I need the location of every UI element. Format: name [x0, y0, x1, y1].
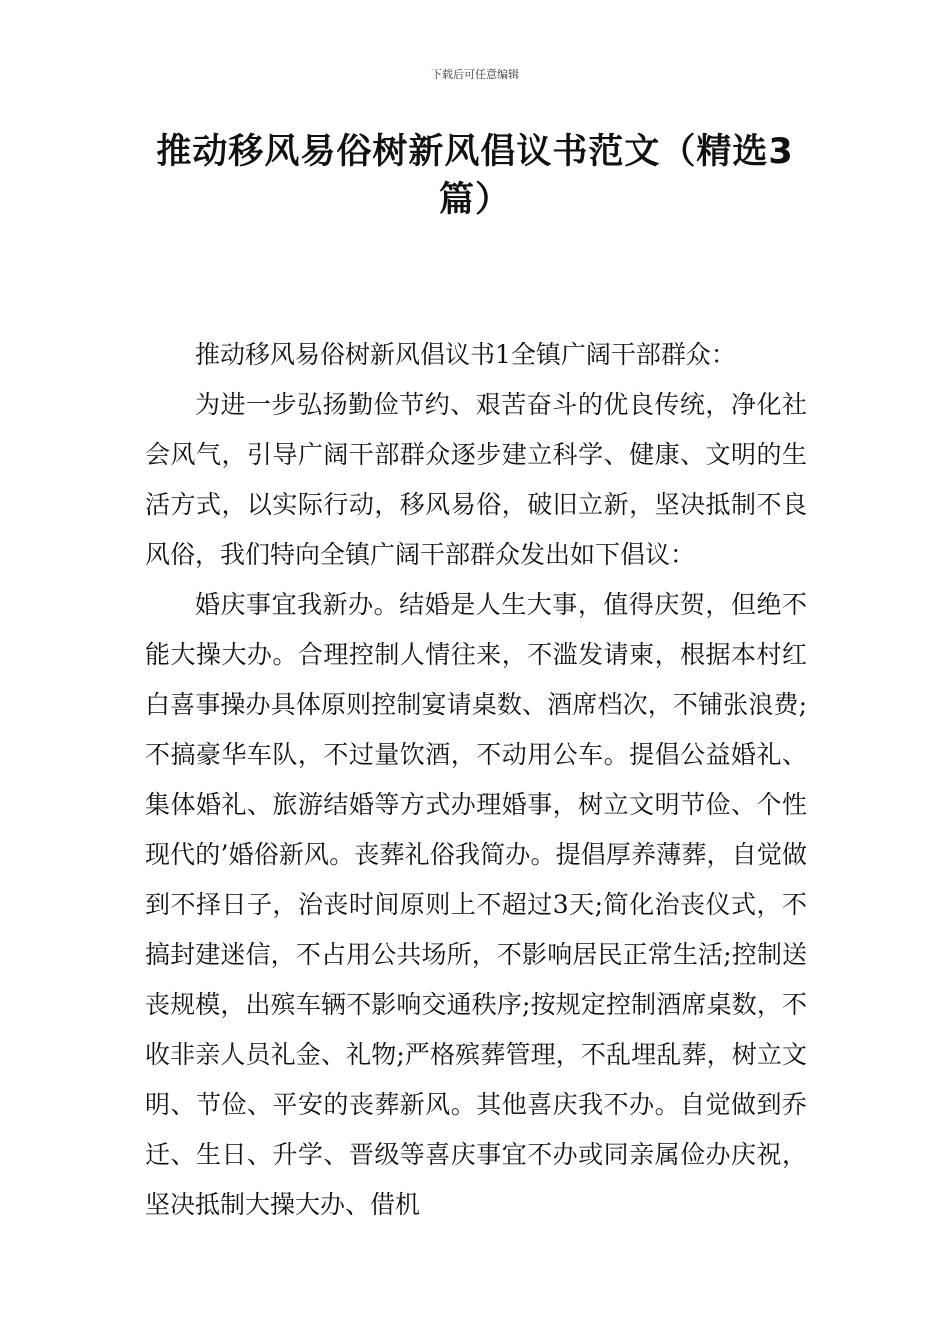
paragraph-proposals: 婚庆事宜我新办。结婚是人生大事，值得庆贺，但绝不能大操大办。合理控制人情往来，不滥发请柬，根据本村红白喜事操办具体原则控制宴请桌数、酒席档次，不铺张浪费;不搞豪华车队，不过量饮酒，不动用公车。提倡公益婚礼、集体婚礼、旅游结婚等方式办理婚事，树立文明节俭、个性现代的’婚俗新风。丧葬礼俗我简办。提倡厚养薄葬，自觉做到不择日子，治丧时间原则上不超过3天;简化治丧仪式，不搞封建迷信，不占用公共场所，不影响居民正常生活;控制送丧规模，出殡车辆不影响交通秩序;按规定控制酒席桌数，不收非亲人员礼金、礼物;严格殡葬管理，不乱埋乱葬，树立文明、节俭、平安的丧葬新风。其他喜庆我不办。自觉做到乔迁、生日、升学、晋级等喜庆事宜不办或同亲属俭办庆祝，坚决抵制大操大办、借机 [145, 590, 807, 1219]
paragraph-salutation: 推动移风易俗树新风倡议书1全镇广阔干部群众： [195, 340, 736, 369]
document-body [145, 330, 807, 1230]
header-note: 下载后可任意编辑 [431, 68, 519, 81]
document-title: 推动移风易俗树新风倡议书范文（精选3篇） [156, 132, 794, 220]
paragraph-intro: 为进一步弘扬勤俭节约、艰苦奋斗的优良传统，净化社会风气，引导广阔干部群众逐步建立科学、健康、文明的生活方式，以实际行动，移风易俗，破旧立新，坚决抵制不良风俗，我们特向全镇广阔干部群众发出如下倡议： [145, 390, 807, 569]
